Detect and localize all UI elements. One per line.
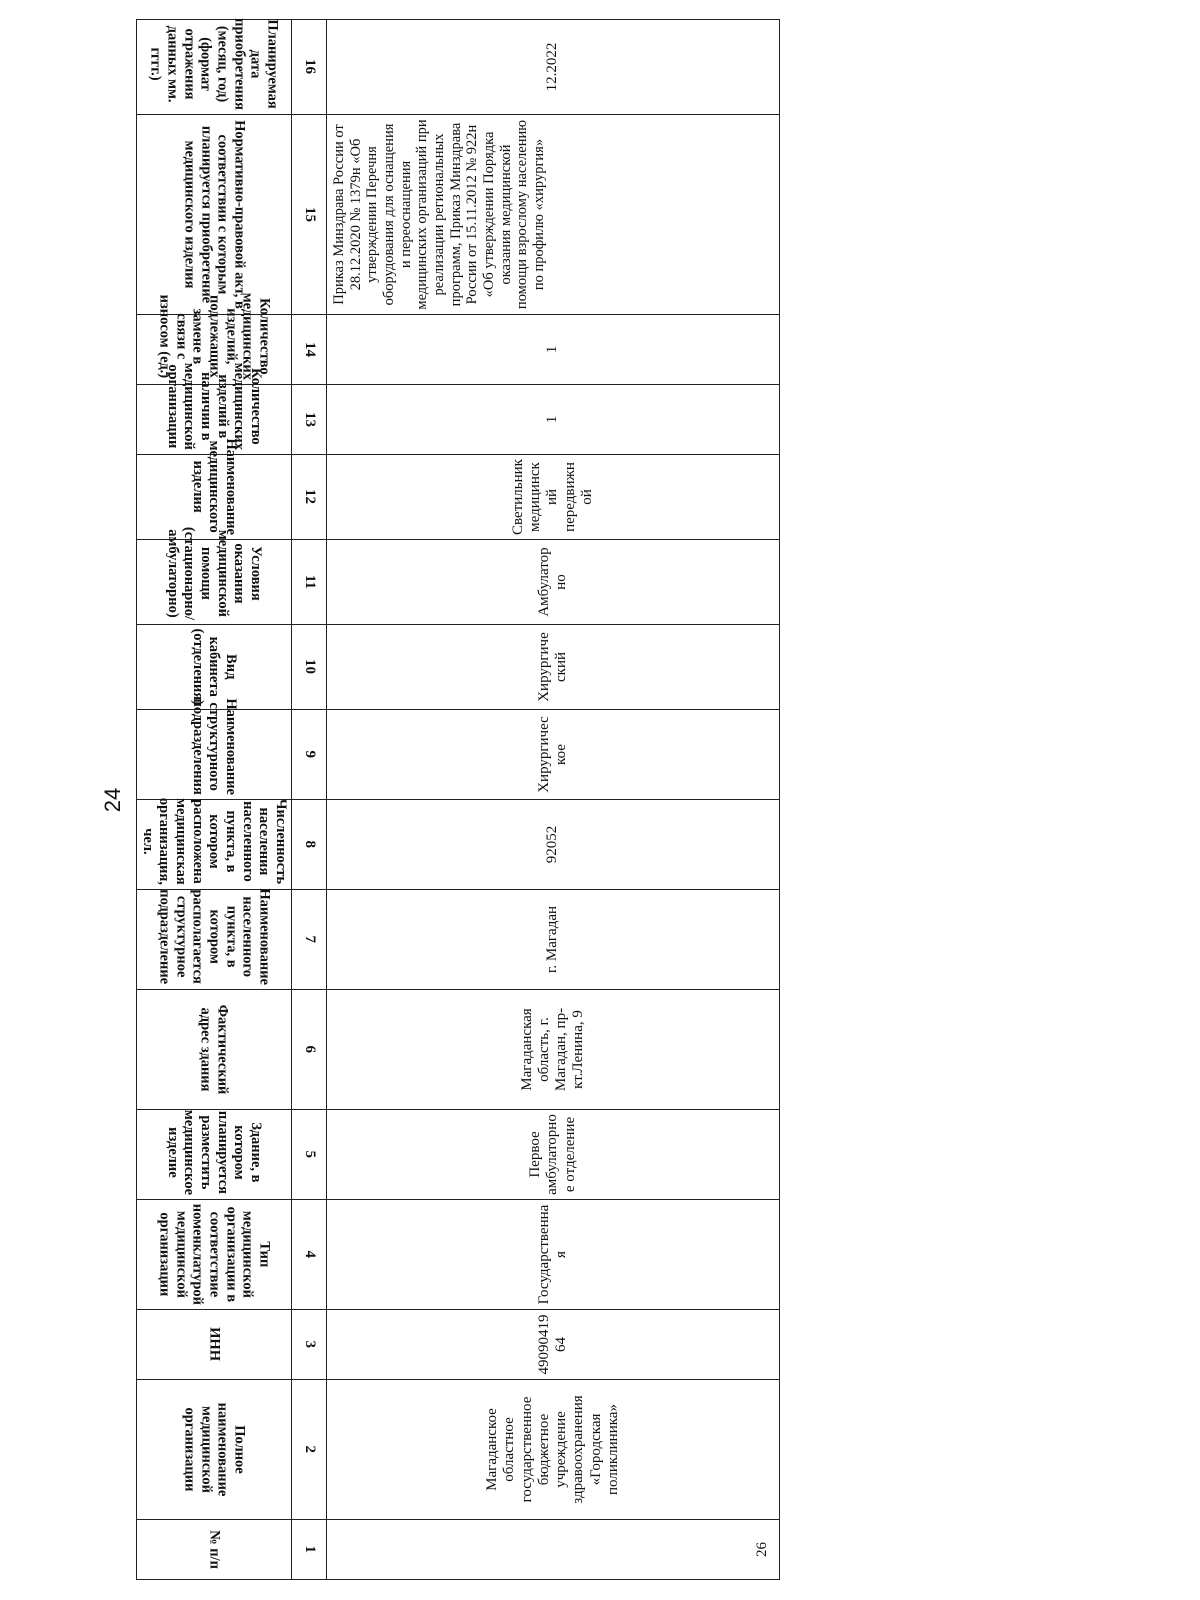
column-number: 15 (292, 115, 327, 315)
column-number: 13 (292, 385, 327, 455)
header-cell: Планируемая дата приобретения (месяц, год) (формат отражения данных мм. гггг.) (137, 20, 292, 115)
column-number: 10 (292, 625, 327, 710)
column-number: 12 (292, 455, 327, 540)
column-number: 5 (292, 1110, 327, 1200)
header-cell: Численность населения населенного пункта, в котором расположена медицинская организация, чел. (137, 800, 292, 890)
header-cell: Количество медицинских изделий в наличии в медицинской организации (137, 385, 292, 455)
column-number: 3 (292, 1310, 327, 1380)
header-row (137, 20, 292, 1580)
column-number: 6 (292, 990, 327, 1110)
planned-date: 12.2022 (327, 20, 780, 115)
header-cell: № п/п (137, 1520, 292, 1580)
column-number: 9 (292, 710, 327, 800)
column-number: 4 (292, 1200, 327, 1310)
header-cell: Вид кабинета (отделения) (137, 625, 292, 710)
header-cell: Нормативно-правовой акт, в соответствии с которым планируется приобретение медицинского изделия (137, 115, 292, 315)
header-cell: Здание, в котором планируется разместить медицинское изделие (137, 1110, 292, 1200)
column-number: 16 (292, 20, 327, 115)
header-cell: ИНН (137, 1310, 292, 1380)
building-name: Первое амбулаторное отделение (327, 1110, 780, 1200)
regulatory-act: Приказ Минздрава России от 28.12.2020 № 1379н «Об утверждении Перечня оборудования для оснащения и переоснащения медицинских организаций при реализации региональных программ, Приказ Минздрава России от 15.11.2012 № 922н «Об утверждении Порядка оказания медицинской помощи взрослому населению по профилю «хирургия» (327, 115, 780, 315)
header-cell: Наименование медицинского изделия (137, 455, 292, 540)
column-number: 14 (292, 315, 327, 385)
header-cell: Фактический адрес здания (137, 990, 292, 1110)
population-value: 92052 (327, 800, 780, 890)
header-cell: Тип медицинской организации в соответствие номенклатурой медицинской организации (137, 1200, 292, 1310)
organization-name: Магаданское областное государственное бюджетное учреждение здравоохранения «Городская поликлиника» (327, 1380, 780, 1520)
organization-type: Государственная (327, 1200, 780, 1310)
header-cell: Условия оказания медицинской помощи (стационарно/амбулаторно) (137, 540, 292, 625)
cabinet-type: Хирургический (327, 625, 780, 710)
header-cell: Количество медицинских изделий, подлежащих замене в связи с износом (ед.) (137, 315, 292, 385)
row-number: 26 (327, 1520, 780, 1580)
header-cell: Наименование населенного пункта, в котором располагается структурное подразделение (137, 890, 292, 990)
device-name: Светильник медицинский передвижной (327, 455, 780, 540)
rotated-page (100, 20, 780, 1580)
column-number: 7 (292, 890, 327, 990)
devices-to-replace: 1 (327, 315, 780, 385)
equipment-table (136, 19, 780, 1580)
column-number: 1 (292, 1520, 327, 1580)
devices-available: 1 (327, 385, 780, 455)
column-number-row (292, 20, 327, 1580)
inn-value: 4909041964 (327, 1310, 780, 1380)
structural-unit: Хирургическое (327, 710, 780, 800)
header-cell: Наименование структурного подразделения (137, 710, 292, 800)
header-cell: Полное наименование медицинской организации (137, 1380, 292, 1520)
settlement-name: г. Магадан (327, 890, 780, 990)
column-number: 2 (292, 1380, 327, 1520)
table-row (327, 20, 780, 1580)
building-address: Магаданская область, г. Магадан, пр-кт.Ленина, 9 (327, 990, 780, 1110)
column-number: 11 (292, 540, 327, 625)
care-conditions: Амбулаторно (327, 540, 780, 625)
column-number: 8 (292, 800, 327, 890)
page-number: 24 (100, 787, 125, 813)
